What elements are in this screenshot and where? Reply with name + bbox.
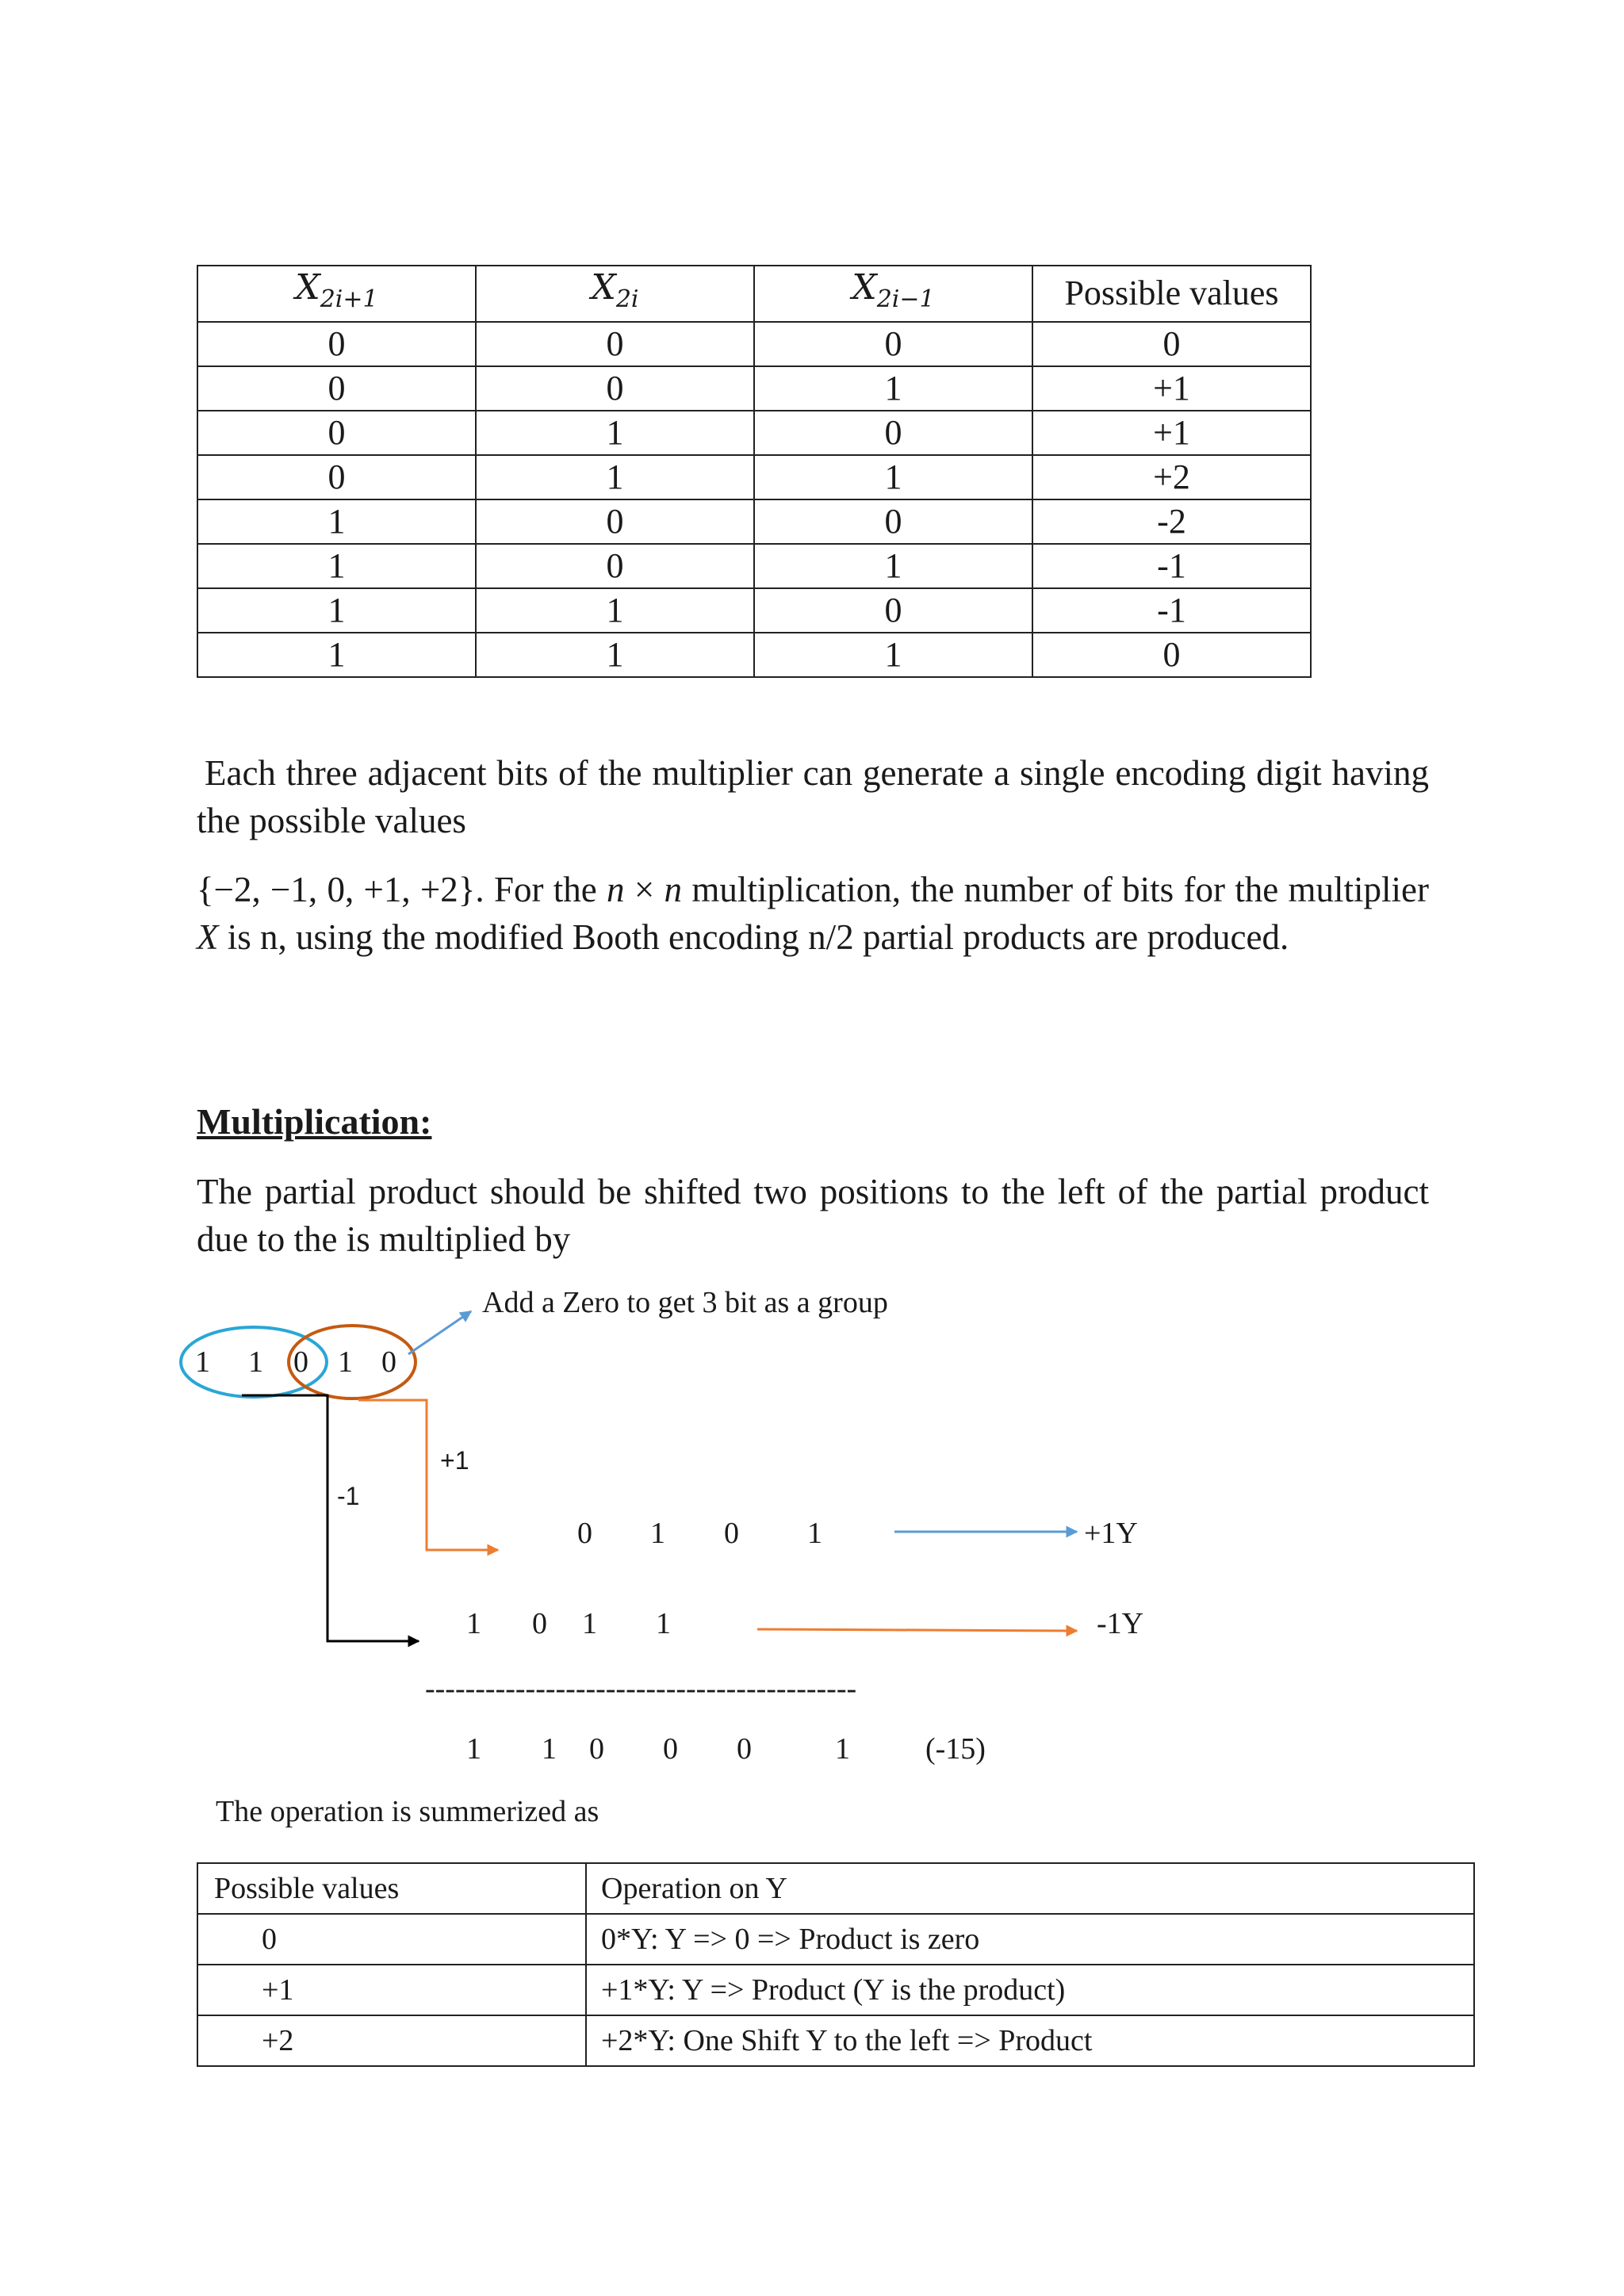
table-cell: -1	[1032, 544, 1311, 588]
table-cell: 0	[476, 499, 754, 544]
annotation-arrow	[408, 1311, 471, 1354]
table-cell: 1	[197, 588, 476, 633]
text-run: is n, using the modified Booth encoding n/2 partial products are produced.	[218, 917, 1289, 957]
sum-bit: 0	[737, 1732, 752, 1766]
header-possible-values: Possible values	[197, 1863, 586, 1914]
table-cell: 1	[754, 544, 1032, 588]
row2-bit: 1	[656, 1607, 671, 1640]
table-cell: 1	[754, 366, 1032, 411]
path-plus1-orange	[358, 1400, 498, 1550]
paragraph-encoding-digit: Each three adjacent bits of the multiplier can generate a single encoding digit having the possible values	[197, 753, 1429, 840]
table-cell: 1	[476, 588, 754, 633]
table-cell: 0	[1032, 633, 1311, 677]
possible-values-set: {−2, −1, 0, +1, +2}	[197, 870, 476, 909]
table-cell: +1	[197, 1965, 586, 2015]
label-plus1: +1	[440, 1446, 469, 1475]
table-cell: 1	[476, 455, 754, 499]
table-cell: 0*Y: Y => 0 => Product is zero	[586, 1914, 1474, 1965]
table-cell: -1	[1032, 588, 1311, 633]
section-heading-multiplication: Multiplication:	[197, 1101, 432, 1142]
header-operation-on-y: Operation on Y	[586, 1863, 1474, 1914]
summary-caption: The operation is summerized as	[216, 1795, 599, 1828]
sum-decimal-value: (-15)	[925, 1732, 986, 1766]
multiplier-bit: 0	[381, 1345, 396, 1379]
label-minus1: -1	[337, 1482, 360, 1510]
table-cell: -2	[1032, 499, 1311, 544]
table-row	[197, 2015, 1474, 2066]
sum-bit: 1	[835, 1732, 850, 1766]
table-cell: 0	[1032, 322, 1311, 366]
table-cell: 1	[754, 455, 1032, 499]
table-cell: +2	[1032, 455, 1311, 499]
table-cell: 0	[197, 322, 476, 366]
row1-result: +1Y	[1084, 1517, 1138, 1550]
text-run: multiplication, the number of bits for the multiplier	[682, 870, 1429, 909]
header-possible-values: Possible values	[1032, 266, 1311, 322]
table-cell: 0	[197, 455, 476, 499]
row2-bit: 1	[466, 1607, 481, 1640]
table-cell: +1*Y: Y => Product (Y is the product)	[586, 1965, 1474, 2015]
table-header-row	[197, 1863, 1474, 1914]
sum-bit: 1	[542, 1732, 557, 1766]
sum-bit: 0	[589, 1732, 604, 1766]
table-cell: 0	[754, 499, 1032, 544]
operation-summary-table	[197, 1862, 1475, 2067]
table-cell: 0	[197, 366, 476, 411]
table-cell: 1	[754, 633, 1032, 677]
table-cell: 0	[754, 322, 1032, 366]
multiplier-bit: 1	[248, 1345, 263, 1379]
header-x2i: $X_{2i}$	[476, 266, 754, 322]
table-cell: 0	[197, 1914, 586, 1965]
table-cell: 0	[476, 322, 754, 366]
row2-bit: 0	[532, 1607, 547, 1640]
table-cell: 0	[476, 544, 754, 588]
table-cell: 1	[476, 411, 754, 455]
multiplier-bit: 1	[195, 1345, 210, 1379]
math-n: n	[607, 870, 625, 909]
math-x: X	[197, 917, 219, 957]
table-cell: 1	[197, 633, 476, 677]
arrow-minus1y	[757, 1629, 1077, 1631]
table-cell: +1	[1032, 411, 1311, 455]
row1-bit: 0	[577, 1517, 592, 1550]
row1-bit: 1	[650, 1517, 665, 1550]
path-minus1-black	[242, 1395, 419, 1641]
table-cell: 1	[476, 633, 754, 677]
table-cell: +2*Y: One Shift Y to the left => Product	[586, 2015, 1474, 2066]
text-run: . For the	[475, 870, 607, 909]
table-cell: 0	[754, 588, 1032, 633]
row2-bit: 1	[582, 1607, 597, 1640]
sum-bit: 0	[663, 1732, 678, 1766]
sum-separator: -------------------------------------------	[425, 1672, 857, 1705]
multiplier-bit: 0	[293, 1345, 308, 1379]
multiplier-bit: 1	[338, 1345, 353, 1379]
header-x2i-minus-1: $X_{2i-1}$	[754, 266, 1032, 322]
header-x2i-plus-1: $X_{2i+1}$	[197, 266, 476, 322]
row1-bit: 1	[807, 1517, 822, 1550]
table-cell: 1	[197, 499, 476, 544]
row1-bit: 0	[724, 1517, 739, 1550]
math-n: n	[664, 870, 683, 909]
row2-result: -1Y	[1097, 1607, 1144, 1640]
table-cell: +1	[1032, 366, 1311, 411]
table-cell: 0	[476, 366, 754, 411]
table-row	[197, 1965, 1474, 2015]
paragraph-shift: The partial product should be shifted two positions to the left of the partial product due to the is multiplied by	[197, 1172, 1429, 1259]
table-cell: 0	[754, 411, 1032, 455]
times-sign: ×	[624, 870, 665, 909]
table-cell: 0	[197, 411, 476, 455]
sum-bit: 1	[466, 1732, 481, 1766]
table-cell: 1	[197, 544, 476, 588]
table-row	[197, 1914, 1474, 1965]
table-cell: +2	[197, 2015, 586, 2066]
annotation-add-zero: Add a Zero to get 3 bit as a group	[482, 1286, 888, 1319]
